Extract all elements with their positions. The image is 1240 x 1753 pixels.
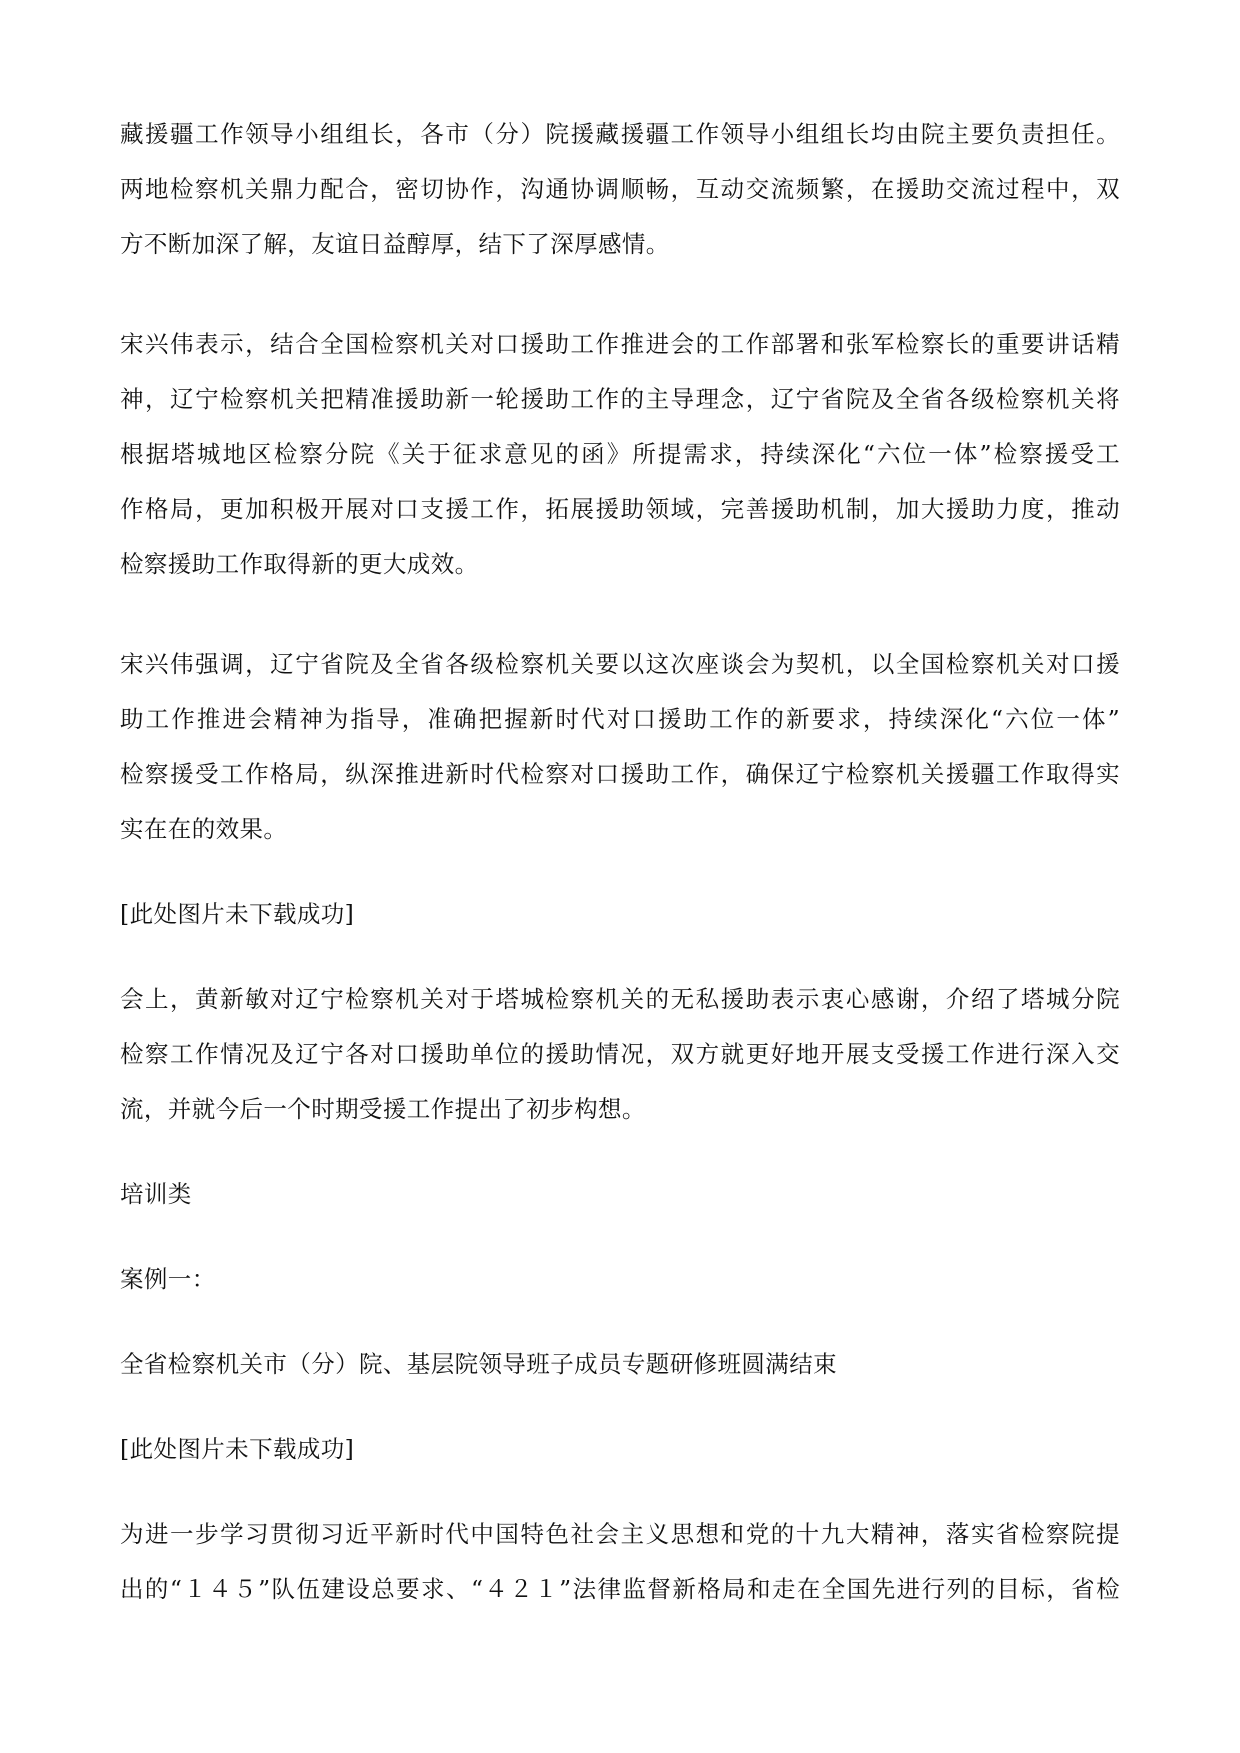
paragraph-line: 方不断加深了解，友谊日益醇厚，结下了深厚感情。 [120,230,670,258]
paragraph-line: 为进一步学习贯彻习近平新时代中国特色社会主义思想和党的十九大精神，落实省检察院提 [120,1520,1120,1548]
paragraph-line: 检察援助工作取得新的更大成效。 [120,550,479,578]
paragraph-line: 宋兴伟强调，辽宁省院及全省各级检察机关要以这次座谈会为契机，以全国检察机关对口援 [120,650,1120,678]
paragraph-line: 两地检察机关鼎力配合，密切协作，沟通协调顺畅，互动交流频繁，在援助交流过程中，双 [120,175,1120,203]
paragraph-line: 藏援疆工作领导小组组长，各市（分）院援藏援疆工作领导小组组长均由院主要负责担任。 [120,120,1120,148]
paragraph-line: 检察援受工作格局，纵深推进新时代检察对口援助工作，确保辽宁检察机关援疆工作取得实 [120,760,1120,788]
case-title: 全省检察机关市（分）院、基层院领导班子成员专题研修班圆满结束 [120,1350,837,1378]
paragraph-line: 实在在的效果。 [120,815,288,843]
image-placeholder-text: [此处图片未下载成功] [120,1435,355,1463]
paragraph-line: 作格局，更加积极开展对口支援工作，拓展援助领域，完善援助机制，加大援助力度，推动 [120,495,1120,523]
paragraph-line: 流，并就今后一个时期受援工作提出了初步构想。 [120,1095,646,1123]
paragraph-line: 神，辽宁检察机关把精准援助新一轮援助工作的主导理念，辽宁省院及全省各级检察机关将 [120,385,1120,413]
paragraph-line: 助工作推进会精神为指导，准确把握新时代对口援助工作的新要求，持续深化“六位一体” [120,705,1120,733]
paragraph-line: 宋兴伟表示，结合全国检察机关对口援助工作推进会的工作部署和张军检察长的重要讲话精 [120,330,1120,358]
paragraph-line: 出的“１４５”队伍建设总要求、“４２１”法律监督新格局和走在全国先进行列的目标，省检 [120,1575,1120,1603]
paragraph-line: 检察工作情况及辽宁各对口援助单位的援助情况，双方就更好地开展支受援工作进行深入交 [120,1040,1120,1068]
paragraph-line: 根据塔城地区检察分院《关于征求意见的函》所提需求，持续深化“六位一体”检察援受工 [120,440,1120,468]
paragraph-line: 会上，黄新敏对辽宁检察机关对于塔城检察机关的无私援助表示衷心感谢，介绍了塔城分院 [120,985,1120,1013]
case-label: 案例一： [120,1265,216,1293]
image-placeholder-text: [此处图片未下载成功] [120,900,355,928]
section-heading: 培训类 [120,1180,192,1208]
